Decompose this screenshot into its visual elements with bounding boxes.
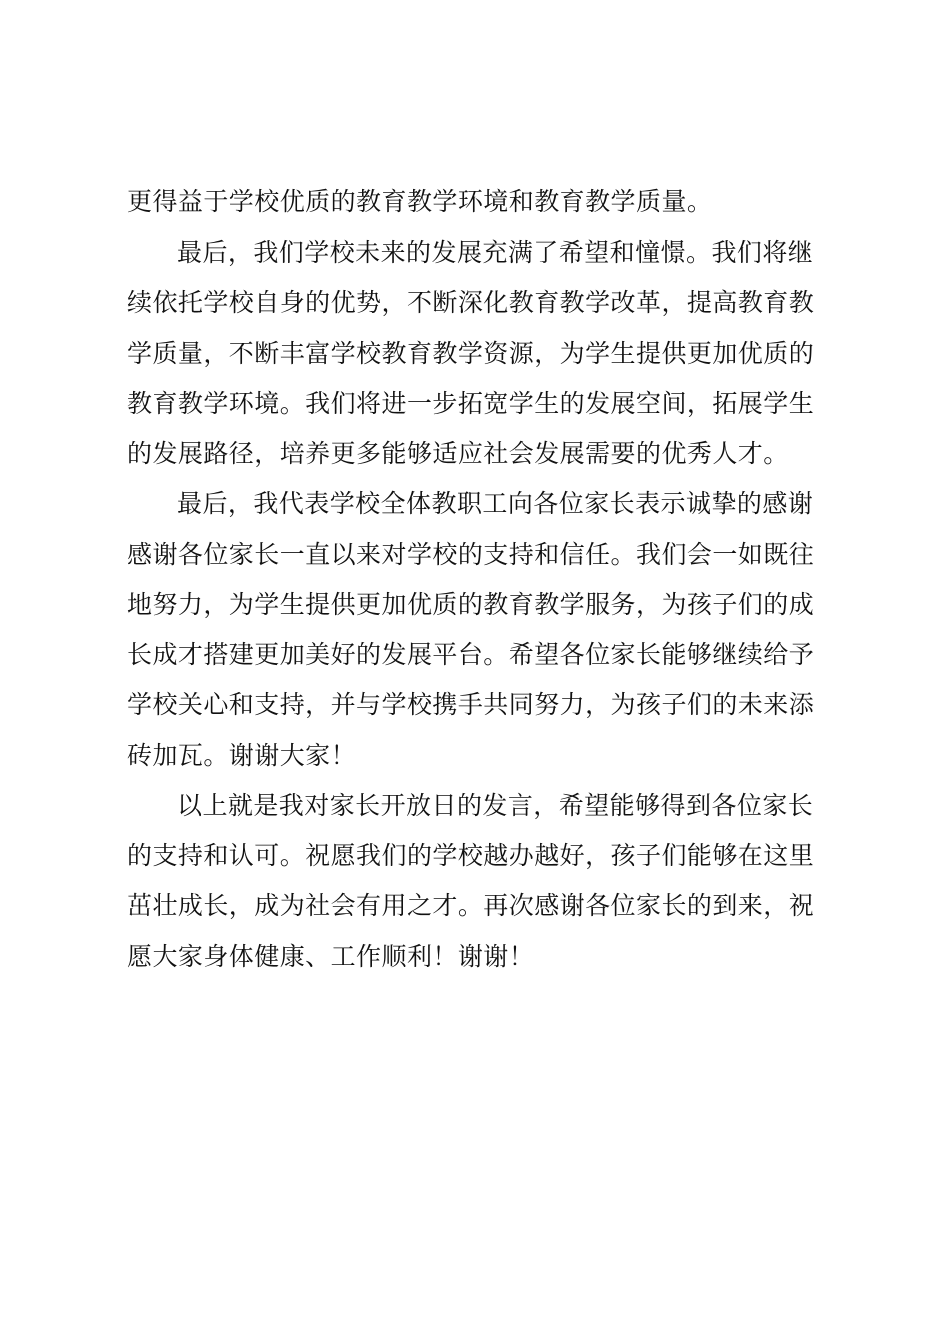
text-line: 茁壮成长，成为社会有用之才。再次感谢各位家长的到来，祝	[127, 891, 815, 920]
paragraph-first-line: 以上就是我对家长开放日的发言，希望能够得到各位家长	[177, 791, 814, 820]
text-line: 砖加瓦。谢谢大家！	[127, 741, 357, 770]
text-line: 的支持和认可。祝愿我们的学校越办越好，孩子们能够在这里	[127, 841, 815, 870]
text-line: 地努力，为学生提供更加优质的教育教学服务，为孩子们的成	[127, 590, 815, 619]
paragraph-first-line: 最后，我代表学校全体教职工向各位家长表示诚挚的感谢	[177, 489, 814, 518]
text-line: 感谢各位家长一直以来对学校的支持和信任。我们会一如既往	[127, 540, 815, 569]
text-line: 长成才搭建更加美好的发展平台。希望各位家长能够继续给予	[127, 640, 815, 669]
text-line: 教育教学环境。我们将进一步拓宽学生的发展空间，拓展学生	[127, 389, 815, 418]
text-line: 学校关心和支持，并与学校携手共同努力，为孩子们的未来添	[127, 690, 815, 719]
text-line: 的发展路径，培养更多能够适应社会发展需要的优秀人才。	[127, 439, 789, 468]
text-line: 学质量，不断丰富学校教育教学资源，为学生提供更加优质的	[127, 339, 815, 368]
text-line: 愿大家身体健康、工作顺利！谢谢！	[127, 942, 535, 971]
paragraph-first-line: 最后，我们学校未来的发展充满了希望和憧憬。我们将继	[177, 238, 814, 267]
text-line: 更得益于学校优质的教育教学环境和教育教学质量。	[127, 187, 713, 216]
text-line: 续依托学校自身的优势，不断深化教育教学改革，提高教育教	[127, 288, 815, 317]
